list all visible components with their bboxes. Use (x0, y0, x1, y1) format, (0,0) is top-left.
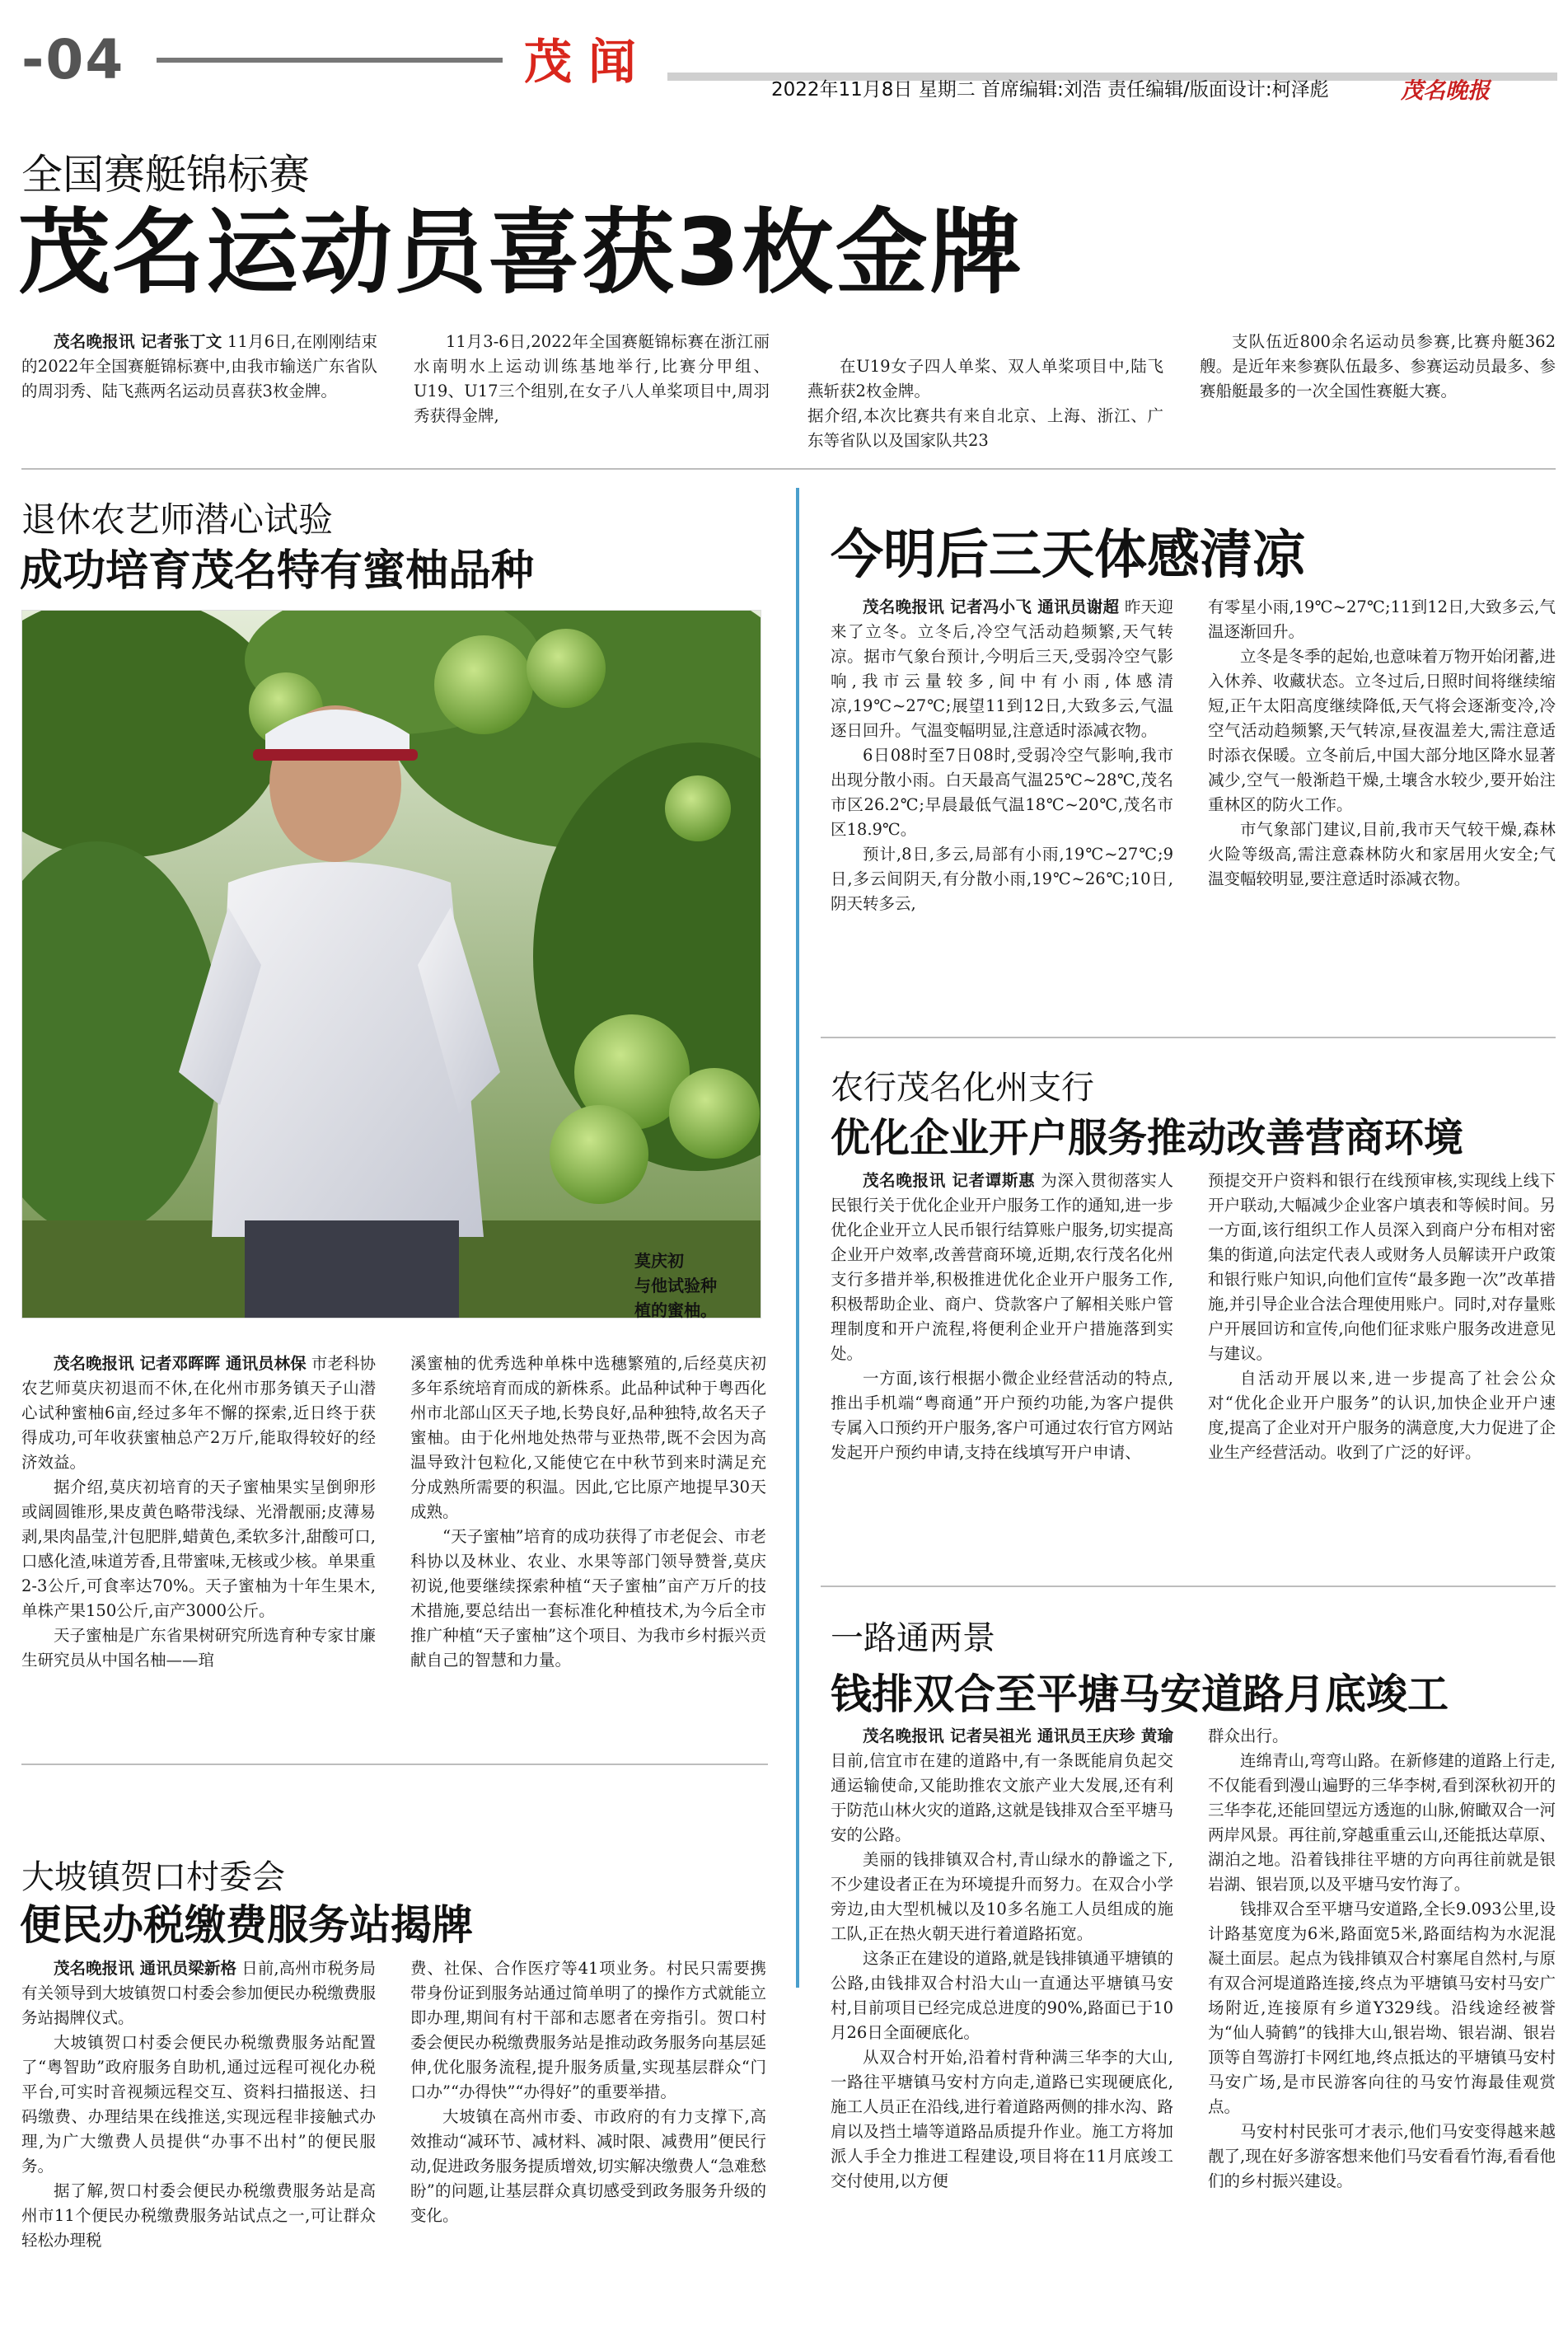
divider (21, 1764, 768, 1765)
article5-text: 美丽的钱排镇双合村,青山绿水的静谧之下,不少建设者正在为环境提升而努力。在双合小学旁边,由大型机械以及10多名施工人员组成的施工队,正在热火朝天进行着道路拓宽。 (831, 1850, 1173, 1943)
article3-text: 6日08时至7日08时,受弱冷空气影响,我市出现分散小雨。白天最高气温25℃~28℃,茂名市区26.2℃;早晨最低气温18℃~20℃,茂名市区18.9℃。 (831, 746, 1173, 839)
article4-kicker: 农行茂名化州支行 (831, 1069, 1094, 1107)
article4-headline: 优化企业开户服务推动改善营商环境 (831, 1115, 1464, 1161)
article2-text: “天子蜜柚”培育的成功获得了市老促会、市老科协以及林业、农业、水果等部门领导赞誉,莫庆初说,他要继续探索种植“天子蜜柚”亩产万斤的技术措施,要总结出一套标准化种植技术,为今后全市推广种植“天子蜜柚”这个项目、为我市乡村振兴贡献自己的智慧和力量。 (410, 1527, 766, 1670)
article2-text: 溪蜜柚的优秀选种单株中选穗繁殖的,后经莫庆初多年系统培育而成的新株系。此品种试种于粤西化州市北部山区天子地,长势良好,品种独特,故名天子蜜柚。由于化州地处热带与亚热带,既不会因为高温导致汁包粒化,又能使它在中秋节到来时满足充分成熟所需要的积温。因此,它比原产地提早30天成熟。 (410, 1354, 766, 1521)
article5-headline: 钱排双合至平塘马安道路月底竣工 (831, 1670, 1449, 1718)
article4-text: 自活动开展以来,进一步提高了社会公众对“优化企业开户服务”的认识,加快企业开户速度,提高了企业对开户服务的满意度,大力促进了企业生产经营活动。收到了广泛的好评。 (1208, 1369, 1556, 1462)
article5-text: 目前,信宜市在建的道路中,有一条既能肩负起交通运输使命,又能助推农文旅产业大发展,还有利于防范山林火灾的道路,这就是钱排双合至平塘马安的公路。 (831, 1751, 1173, 1844)
article5-kicker: 一路通两景 (831, 1619, 995, 1657)
article4-byline: 茂名晚报讯 记者谭斯惠 (863, 1171, 1036, 1190)
article4-text: 一方面,该行根据小微企业经营活动的特点,推出手机端“粤商通”开户预约功能,为客户提供专属入口预约开户服务,客户可通过农行官方网站发起开户预约申请,支持在线填写开户申请、 (831, 1369, 1173, 1462)
article3-text: 立冬是冬季的起始,也意味着万物开始闭蓄,进入休养、收藏状态。立冬过后,日照时间将继续缩短,正午太阳高度继续降低,天气将会逐渐变冷,冷空气活动趋频繁,天气转凉,昼夜温差大,需注意适时添衣保暖。立冬前后,中国大部分地区降水显著减少,空气一般渐趋干燥,土壤含水较少,要开始注重林区的防火工作。 (1208, 647, 1556, 814)
photo-caption: 莫庆初 与他试验种 植的蜜柚。 (634, 1251, 717, 1320)
masthead-rule (157, 58, 503, 63)
article1-text: 11月3-6日,2022年全国赛艇锦标赛在浙江丽水南明水上运动训练基地举行,比赛分甲组、U19、U17三个组别,在女子八人单桨项目中,周羽秀获得金牌, (414, 332, 770, 425)
article1-kicker: 全国赛艇锦标赛 (21, 151, 310, 199)
article5-text: 从双合村开始,沿着村背种满三华李的大山,一路往平塘镇马安村方向走,道路已实现硬底化,施工人员正在沿线,进行着道路两侧的排水沟、路肩以及挡土墙等道路品质提升作业。施工方将加派人手全力推进工程建设,项目将在11月底竣工交付使用,以方便 (831, 2048, 1173, 2190)
article3-text: 有零星小雨,19℃~27℃;11到12日,大致多云,气温逐渐回升。 (1208, 597, 1556, 641)
divider (821, 1586, 1556, 1587)
article5-text: 这条正在建设的道路,就是钱排镇通平塘镇的公路,由钱排双合村沿大山一直通达平塘镇马安村,目前项目已经完成总进度的90%,路面已于10月26日全面硬底化。 (831, 1949, 1173, 2042)
pomelo-farmer-photo (21, 610, 761, 1319)
article1-byline: 茂名晚报讯 记者张丁文 (54, 332, 222, 351)
article3-text: 预计,8日,多云,局部有小雨,19℃~27℃;9日,多云间阴天,有分散小雨,19℃~26℃;10日,阴天转多云, (831, 845, 1173, 913)
article3-text: 市气象部门建议,目前,我市天气较干燥,森林火险等级高,需注意森林防火和家居用火安全;气温变幅较明显,要注意适时添减衣物。 (1208, 820, 1556, 888)
article6-kicker: 大坡镇贺口村委会 (21, 1858, 285, 1896)
article5-text: 群众出行。 (1208, 1726, 1289, 1745)
article5-column-1 (831, 1724, 1173, 2194)
article2-text: 据介绍,莫庆初培育的天子蜜柚果实呈倒卵形或阔圆锥形,果皮黄色略带浅绿、光滑靓丽;皮薄易剥,果肉晶莹,汁包肥胖,蜡黄色,柔软多汁,甜酸可口,口感化渣,味道芳香,且带蜜味,无核或少核。单果重2-3公斤,可食率达70%。天子蜜柚为十年生果木,单株产果150公斤,亩产3000公斤。 (21, 1478, 376, 1620)
article6-headline: 便民办税缴费服务站揭牌 (20, 1901, 473, 1949)
article5-text: 钱排双合至平塘马安道路,全长9.093公里,设计路基宽度为6米,路面宽5米,路面结构为水泥混凝土面层。起点为钱排镇双合村寨尾自然村,与原有双合河堤道路连接,终点为平塘镇马安村马安广场附近,连接原有乡道Y329线。沿线途经被誉为“仙人骑鹤”的钱排大山,银岩坳、银岩湖、银岩顶等自驾游打卡网红地,终点抵达的平塘镇马安村马安广场,是市民游客向往的马安竹海最佳观赏点。 (1208, 1899, 1556, 2116)
dateline: 2022年11月8日 星期二 首席编辑:刘浩 责任编辑/版面设计:柯泽彪 (771, 79, 1329, 101)
article1-headline: 茂名运动员喜获3枚金牌 (18, 199, 1023, 307)
article4-column-1 (831, 1169, 1173, 1465)
article2-text: 市老科协农艺师莫庆初退而不休,在化州市那务镇天子山潜心试种蜜柚6亩,经过多年不懈的探索,近日终于获得成功,可年收获蜜柚总产2万斤,能取得较好的经济效益。 (21, 1354, 376, 1472)
divider (21, 468, 1556, 470)
article5-byline: 茂名晚报讯 记者吴祖光 通讯员王庆珍 黄瑜 (863, 1726, 1173, 1745)
page-number: -04 (21, 28, 125, 91)
article6-byline: 茂名晚报讯 通讯员梁新格 (54, 1959, 237, 1978)
article4-column-2 (1208, 1169, 1556, 1465)
article1-column-3 (807, 330, 1163, 478)
article6-text: 据了解,贺口村委会便民办税缴费服务站是高州市11个便民办税缴费服务站试点之一,可让群众轻松办理税 (21, 2181, 376, 2250)
article4-text: 为深入贯彻落实人民银行关于优化企业开户服务工作的通知,进一步优化企业开立人民币银行结算账户服务,切实提高企业开户效率,改善营商环境,近期,农行茂名化州支行多措并举,积极推进优化企业开户服务工作,积极帮助企业、商户、贷款客户了解相关账户管理制度和开户流程,将便利企业开户措施落到实处。 (831, 1171, 1173, 1363)
article6-text: 日前,高州市税务局有关领导到大坡镇贺口村委会参加便民办税缴费服务站揭牌仪式。 (21, 1959, 376, 2027)
column-divider (796, 488, 799, 1988)
article2-column-2 (410, 1351, 766, 1673)
newspaper-logo: 茂名晚报 (1401, 78, 1490, 104)
article6-text: 费、社保、合作医疗等41项业务。村民只需要携带身份证到服务站通过简单明了的操作方式就能立即办理,期间有村干部和志愿者在旁指引。贺口村委会便民办税缴费服务站是推动政务服务向基层延伸,优化服务流程,提升服务质量,实现基层群众“门口办”“办得快”“办得好”的重要举措。 (410, 1959, 766, 2101)
article5-text: 连绵青山,弯弯山路。在新修建的道路上行走,不仅能看到漫山遍野的三华李树,看到深秋初开的三华李花,还能回望远方透迤的山脉,俯瞰双合一河两岸风景。再往前,穿越重重云山,还能抵达草原、湖泊之地。沿着钱排往平塘的方向再往前就是银岩湖、银岩顶,以及平塘马安竹海了。 (1208, 1751, 1556, 1894)
article2-text: 天子蜜柚是广东省果树研究所选育种专家甘廉生研究员从中国名柚——琯 (21, 1626, 376, 1670)
article2-kicker: 退休农艺师潜心试验 (21, 499, 334, 540)
article1-column-1 (21, 330, 377, 404)
photo-illustration (22, 611, 761, 1319)
article1-text: 11月6日,在刚刚结束的2022年全国赛艇锦标赛中,由我市输送广东省队的周羽秀、陆飞燕两名运动员喜获3枚金牌。 (21, 332, 378, 400)
section-char-1: 茂 (524, 34, 573, 90)
article4-text: 预提交开户资料和银行在线预审核,实现线上线下开户联动,大幅减少企业客户填表和等候时间。另一方面,该行组织工作人员深入到商户分布相对密集的街道,向法定代表人或财务人员解读开户政策和银行账户知识,向他们宣传“最多跑一次”改革措施,并引导企业合法合理使用账户。同时,对存量账户开展回访和宣传,向他们征求账户服务改进意见与建议。 (1208, 1171, 1556, 1363)
divider (821, 1037, 1556, 1038)
article6-column-2 (410, 1956, 766, 2228)
section-title (521, 33, 661, 91)
article3-column-2 (1208, 595, 1556, 892)
article5-text: 马安村村民张可才表示,他们马安变得越来越靓了,现在好多游客想来他们马安看看竹海,看看他们的乡村振兴建设。 (1208, 2122, 1556, 2190)
article5-column-2 (1208, 1724, 1556, 2194)
article1-text: 支队伍近800余名运动员参赛,比赛舟艇362艘。是近年来参赛队伍最多、参赛运动员最多、参赛船艇最多的一次全国性赛艇大赛。 (1200, 332, 1556, 400)
article3-byline: 茂名晚报讯 记者冯小飞 通讯员谢超 (863, 597, 1120, 616)
article2-column-1 (21, 1351, 376, 1673)
article1-column-4 (1200, 330, 1556, 404)
article3-text: 昨天迎来了立冬。立冬后,冷空气活动趋频繁,天气转凉。据市气象台预计,今明后三天,受弱冷空气影响,我市云量较多,间中有小雨,体感清凉,19℃~27℃;展望11到12日,大致多云,气温逐日回升。气温变幅明显,注意适时添减衣物。 (831, 597, 1173, 740)
article3-headline: 今明后三天体感清凉 (831, 525, 1305, 586)
article2-headline: 成功培育茂名特有蜜柚品种 (20, 546, 535, 596)
article1-column-2 (414, 330, 770, 429)
article6-column-1 (21, 1956, 376, 2253)
article6-text: 大坡镇贺口村委会便民办税缴费服务站配置了“粤智助”政府服务自助机,通过远程可视化办税平台,可实时音视频远程交互、资料扫描报送、扫码缴费、办理结果在线推送,实现远程非接触式办理,为广大缴费人员提供“办事不出村”的便民服务。 (21, 2033, 376, 2176)
article2-byline: 茂名晚报讯 记者邓晖晖 通讯员林保 (54, 1354, 307, 1373)
article1-text: 在U19女子四人单桨、双人单桨项目中,陆飞燕斩获2枚金牌。 据介绍,本次比赛共有来自北京、上海、浙江、广东等省队以及国家队共23 (807, 357, 1163, 450)
article3-column-1 (831, 595, 1173, 916)
section-char-2: 闻 (588, 34, 637, 90)
article6-text: 大坡镇在高州市委、市政府的有力支撑下,高效推动“减环节、减材料、减时限、减费用”便民行动,促进政务服务提质增效,切实解决缴费人“急难愁盼”的问题,让基层群众真切感受到政务服务升级的变化。 (410, 2107, 766, 2225)
